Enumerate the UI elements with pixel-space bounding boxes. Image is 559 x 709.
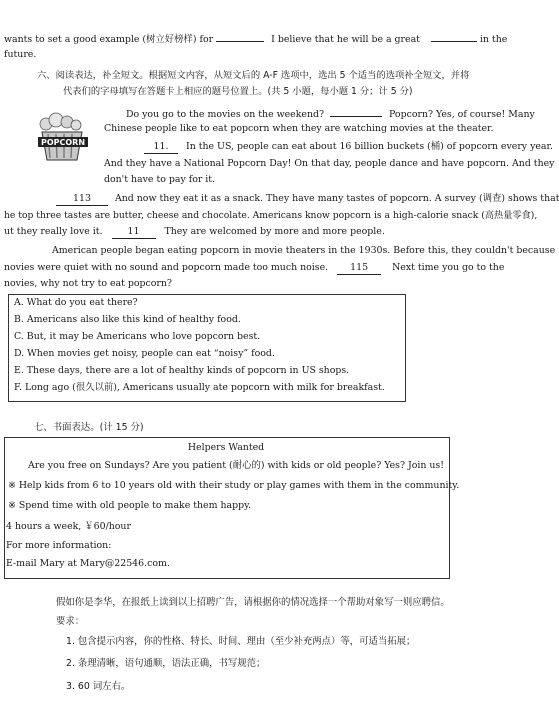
option-f: F. Long ago (很久以前), Americans usually ate popcorn with milk for breakfast.: [14, 382, 385, 393]
top-blank-1: [216, 32, 264, 42]
section7-heading: 七、书面表达。(计 15 分): [34, 422, 144, 433]
ad-title: Helpers Wanted: [187, 442, 265, 453]
ad-line-4: 4 hours a week, ￥60/hour: [6, 521, 131, 532]
p1-line-a: [126, 107, 535, 121]
p2-line-b: And they have a National Popcorn Day! On that day, people dance and have popcorn. And they: [104, 158, 555, 169]
option-d: D. When movies get noisy, people can eat “noisy” food.: [14, 348, 275, 359]
requirement-1: 1. 包含提示内容，你的性格、特长、时间、理由（至少补充两点）等，可适当拓展；: [66, 636, 416, 647]
option-b: B. Americans also like this kind of healthy food.: [14, 314, 241, 325]
ad-line-6: E-mail Mary at Mary@22546.com.: [6, 558, 170, 569]
writing-prompt: 假如你是李华，在报纸上读到以上招聘广告，请根据你的情况选择一个帮助对象写一则应聘信。: [56, 597, 450, 608]
p4-line-b: [4, 262, 504, 275]
p3-line-c: [4, 226, 385, 239]
top-line-1c-text: in the: [479, 34, 508, 45]
p4-line-c: novies, why not try to eat popcorn?: [4, 278, 172, 289]
p3-line-b: he top three tastes are butter, cheese and chocolate. Americans know popcorn is a high-calorie snack (高热量零食),: [4, 210, 538, 221]
ad-line-2: ※ Help kids from 6 to 10 years old with their study or play games with them in the community.: [8, 480, 460, 491]
section6-heading-2: 代表们的字母填写在答题卡上相应的题号位置上。(共 5 小题，每小题 1 分；计 5 分): [63, 86, 413, 97]
p3c-blank: 11: [112, 226, 156, 239]
ad-line-3: ※ Spend time with old people to make them happy.: [8, 500, 252, 511]
requirement-2: 2. 条理清晰，语句通顺，语法正确，书写规范；: [66, 658, 266, 669]
p4b-start-text: novies were quiet with no sound and popcorn made too much noise.: [4, 262, 329, 273]
popcorn-logo-text: POPCORN: [40, 138, 86, 147]
option-c: C. But, it may be Americans who love popcorn best.: [14, 331, 261, 342]
requirements-label: 要求：: [56, 616, 85, 627]
p3c-end-text: They are welcomed by more and more people.: [164, 226, 385, 237]
p4b-end-text: Next time you go to the: [392, 262, 505, 273]
top-line-1b-text: I believe that he will be a great: [271, 34, 420, 45]
section6-heading: 六、阅读表达，补全短文。根据短文内容，从短文后的 A-F 选项中，选出 5 个适当的选项补全短文，并将: [37, 70, 470, 81]
p4b-blank: 115: [337, 262, 381, 275]
p2-line-a: [144, 141, 553, 154]
top-line-1: [4, 32, 507, 46]
option-e: E. These days, there are a lot of healthy kinds of popcorn in US shops.: [14, 365, 350, 376]
top-blank-2: [431, 32, 477, 42]
p1-line-b: Chinese people like to eat popcorn when they are watching movies at the theater.: [104, 123, 494, 134]
p1a-text: Do you go to the movies on the weekend?: [126, 109, 325, 120]
p2a-text: In the US, people can eat about 16 billion buckets (桶) of popcorn every year.: [185, 141, 553, 152]
option-a: A. What do you eat there?: [14, 297, 138, 308]
p2-line-c: don't have to pay for it.: [104, 174, 216, 185]
p3-blank: 113: [56, 193, 108, 206]
ad-line-1: Are you free on Sundays? Are you patient (耐心的) with kids or old people? Yes? Join us!: [28, 460, 445, 471]
p2-blank: 11.: [144, 141, 178, 154]
popcorn-bucket-icon: [34, 112, 94, 162]
ad-line-5: For more information:: [6, 540, 112, 551]
p1a-end-text: Popcorn? Yes, of course! Many: [389, 109, 535, 120]
p3-line-a: [56, 193, 559, 206]
p1-blank: [330, 107, 382, 117]
requirement-3: 3. 60 词左右。: [66, 681, 131, 692]
p3a-text: And now they eat it as a snack. They have many tastes of popcorn. A survey (调查) shows that: [114, 193, 559, 204]
p4-line-a: American people began eating popcorn in movie theaters in the 1930s. Before this, they couldn't because: [52, 245, 556, 256]
top-line-2: future.: [4, 49, 37, 60]
popcorn-logo: [34, 112, 94, 162]
p3c-start-text: ut they really love it.: [4, 226, 103, 237]
top-line-1-text: wants to set a good example (树立好榜样) for: [4, 34, 214, 45]
